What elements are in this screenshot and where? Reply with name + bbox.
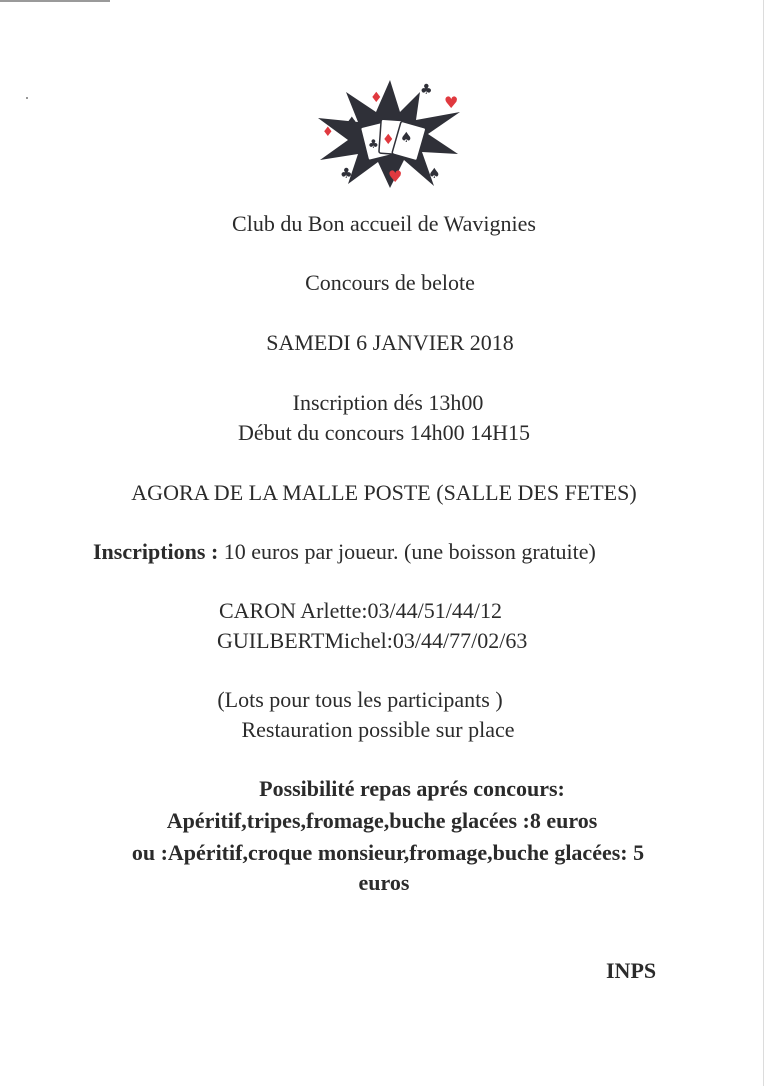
fee-text: 10 euros par joueur. (une boisson gratuite) (223, 539, 596, 564)
scan-edge-top (0, 0, 110, 2)
club-icon: ♣ (340, 166, 353, 182)
club-icon: ♣ (420, 82, 433, 98)
spade-icon: ♠ (346, 115, 358, 130)
lots-note: (Lots pour tous les participants ) (217, 687, 503, 712)
meal-title: Possibilité repas aprés concours: (259, 776, 565, 801)
start-time: Début du concours 14h00 14H15 (237, 420, 531, 445)
cards-icon (360, 119, 426, 161)
club-name: Club du Bon accueil de Wavignies (232, 211, 536, 236)
spade-icon: ♠ (428, 166, 441, 182)
meal-option-2-cont: euros (358, 870, 410, 895)
meal-option-2: ou :Apéritif,croque monsieur,fromage,buche glacées: 5 (131, 840, 645, 865)
heart-icon: ♥ (388, 167, 403, 186)
svg-text:♠: ♠ (400, 130, 413, 146)
scan-edge-right (763, 0, 764, 1086)
restauration-note: Restauration possible sur place (241, 717, 515, 742)
venue: AGORA DE LA MALLE POSTE (SALLE DES FETES) (131, 480, 637, 505)
contact-caron: CARON Arlette:03/44/51/44/12 (219, 598, 502, 623)
fee-line (93, 539, 596, 565)
heart-icon: ♥ (444, 93, 459, 112)
svg-text:♦: ♦ (382, 132, 395, 148)
scan-speck (26, 97, 28, 99)
playing-cards-burst-logo (316, 78, 464, 190)
inscription-time: Inscription dés 13h00 (292, 390, 484, 415)
svg-text:♣: ♣ (368, 137, 379, 151)
fee-label: Inscriptions : (93, 539, 219, 564)
meal-option-1: Apéritif,tripes,fromage,buche glacées :8 euros (166, 808, 598, 833)
contact-guilbert: GUILBERTMichel:03/44/77/02/63 (217, 628, 528, 653)
diamond-icon: ♦ (370, 90, 383, 106)
diamond-icon: ♦ (322, 125, 334, 140)
signature: INPS (606, 958, 657, 983)
event-title: Concours de belote (305, 270, 475, 295)
event-date: SAMEDI 6 JANVIER 2018 (266, 330, 514, 355)
